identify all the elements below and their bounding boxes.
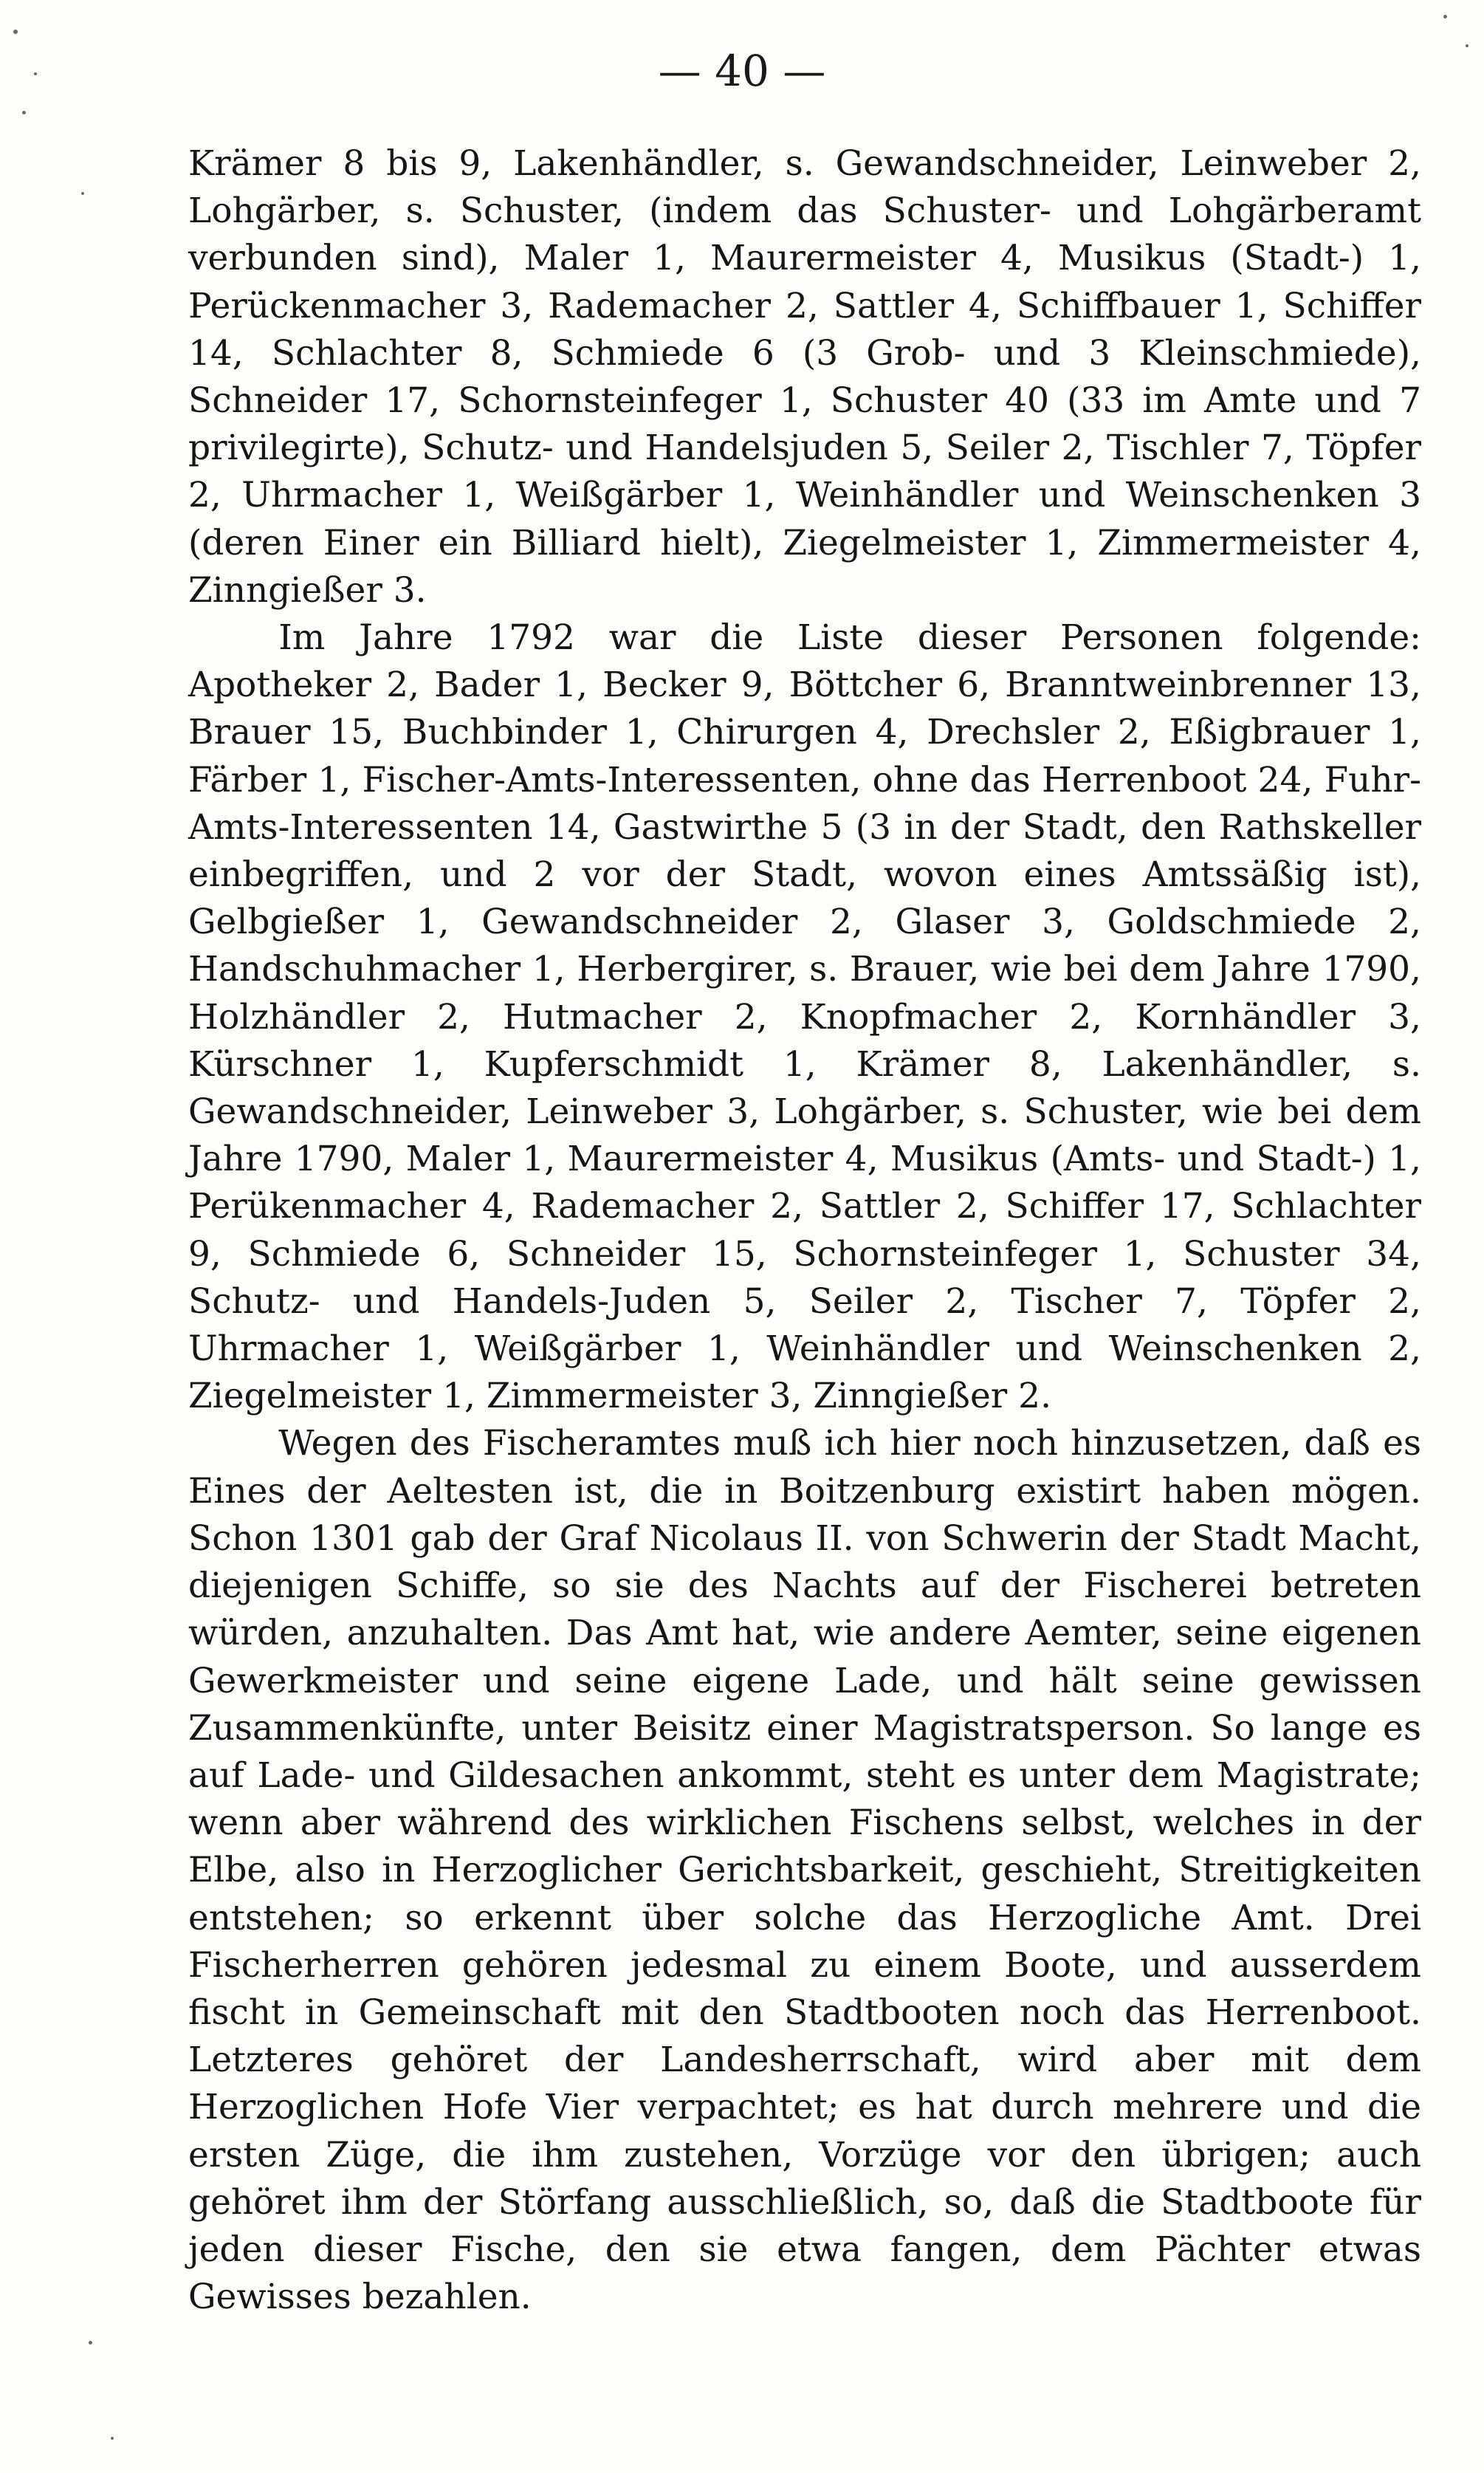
paragraph-trades-list-continued: Krämer 8 bis 9, Lakenhändler, s. Gewandschneider, Leinweber 2, Lohgärber, s. Schuster, (indem das Schuster- und Lohgärberamt verbunden sind), Maler 1, Maurermeister 4, Musikus (Stadt-) 1, Perückenmacher 3, Rademacher 2, Sattler 4, Schiffbauer 1, Schiffer 14, Schlachter 8, Schmiede 6 (3 Grob- und 3 Kleinschmiede), Schneider 17, Schornsteinfeger 1, Schuster 40 (33 im Amte und 7 privilegirte), Schutz- und Handelsjuden 5, Seiler 2, Tischler 7, Töpfer 2, Uhrmacher 1, Weißgärber 1, Weinhändler und Weinschenken 3 (deren Einer ein Billiard hielt), Ziegelmeister 1, Zimmermeister 4, Zinngießer 3. bbox=[188, 143, 1421, 611]
paragraph-trades-list-1792: Im Jahre 1792 war die Liste dieser Personen folgende: Apotheker 2, Bader 1, Becker 9, Böttcher 6, Branntweinbrenner 13, Brauer 15, Buchbinder 1, Chirurgen 4, Drechsler 2, Eßigbrauer 1, Färber 1, Fischer-Amts-Interessenten, ohne das Herrenboot 24, Fuhr-Amts-Interessenten 14, Gastwirthe 5 (3 in der Stadt, den Rathskeller einbegriffen, und 2 vor der Stadt, wovon eines Amtssäßig ist), Gelbgießer 1, Gewandschneider 2, Glaser 3, Goldschmiede 2, Handschuhmacher 1, Herbergirer, s. Brauer, wie bei dem Jahre 1790, Holzhändler 2, Hutmacher 2, Knopfmacher 2, Kornhändler 3, Kürschner 1, Kupferschmidt 1, Krämer 8, Lakenhändler, s. Gewandschneider, Leinweber 3, Lohgärber, s. Schuster, wie bei dem Jahre 1790, Maler 1, Maurermeister 4, Musikus (Amts- und Stadt-) 1, Perükenmacher 4, Rademacher 2, Sattler 2, Schiffer 17, Schlachter 9, Schmiede 6, Schneider 15, Schornsteinfeger 1, Schuster 34, Schutz- und Handels-Juden 5, Seiler 2, Tischer 7, Töpfer 2, Uhrmacher 1, Weißgärber 1, Weinhändler und Weinschenken 2, Ziegelmeister 1, Zimmermeister 3, Zinngießer 2. bbox=[188, 617, 1421, 1417]
scan-speck bbox=[89, 2341, 92, 2345]
scan-speck bbox=[22, 111, 26, 114]
page-number: — 40 — bbox=[658, 46, 826, 96]
scan-speck bbox=[13, 30, 18, 34]
paragraph-fischeramt: Wegen des Fischeramtes muß ich hier noch hinzusetzen, daß es Eines der Aeltesten ist, die in Boitzenburg existirt haben mögen. Schon 1301 gab der Graf Nicolaus II. von Schwerin der Stadt Macht, diejenigen Schiffe, so sie des Nachts auf der Fischerei betreten würden, anzuhalten. Das Amt hat, wie andere Aemter, seine eigenen Gewerkmeister und seine eigene Lade, und hält seine gewissen Zusammenkünfte, unter Beisitz einer Magistratsperson. So lange es auf Lade- und Gildesachen ankommt, steht es unter dem Magistrate; wenn aber während des wirklichen Fischens selbst, welches in der Elbe, also in Herzoglicher Gerichtsbarkeit, geschieht, Streitigkeiten entstehen; so erkennt über solche das Herzogliche Amt. Drei Fischerherren gehören jedesmal zu einem Boote, und ausserdem fischt in Gemeinschaft mit den Stadtbooten noch das Herrenboot. Letzteres gehöret der Landesherrschaft, wird aber mit dem Herzoglichen Hofe Vier verpachtet; es hat durch mehrere und die ersten Züge, die ihm zustehen, Vorzüge vor den übrigen; auch gehöret ihm der Störfang ausschließlich, so, daß die Stadtboote für jeden dieser Fische, den sie etwa fangen, dem Pächter etwas Gewisses bezahlen. bbox=[188, 1423, 1421, 2318]
scan-speck bbox=[111, 2437, 114, 2440]
scan-speck bbox=[81, 192, 84, 195]
scan-speck bbox=[1443, 15, 1447, 18]
body-text bbox=[188, 140, 1421, 2321]
